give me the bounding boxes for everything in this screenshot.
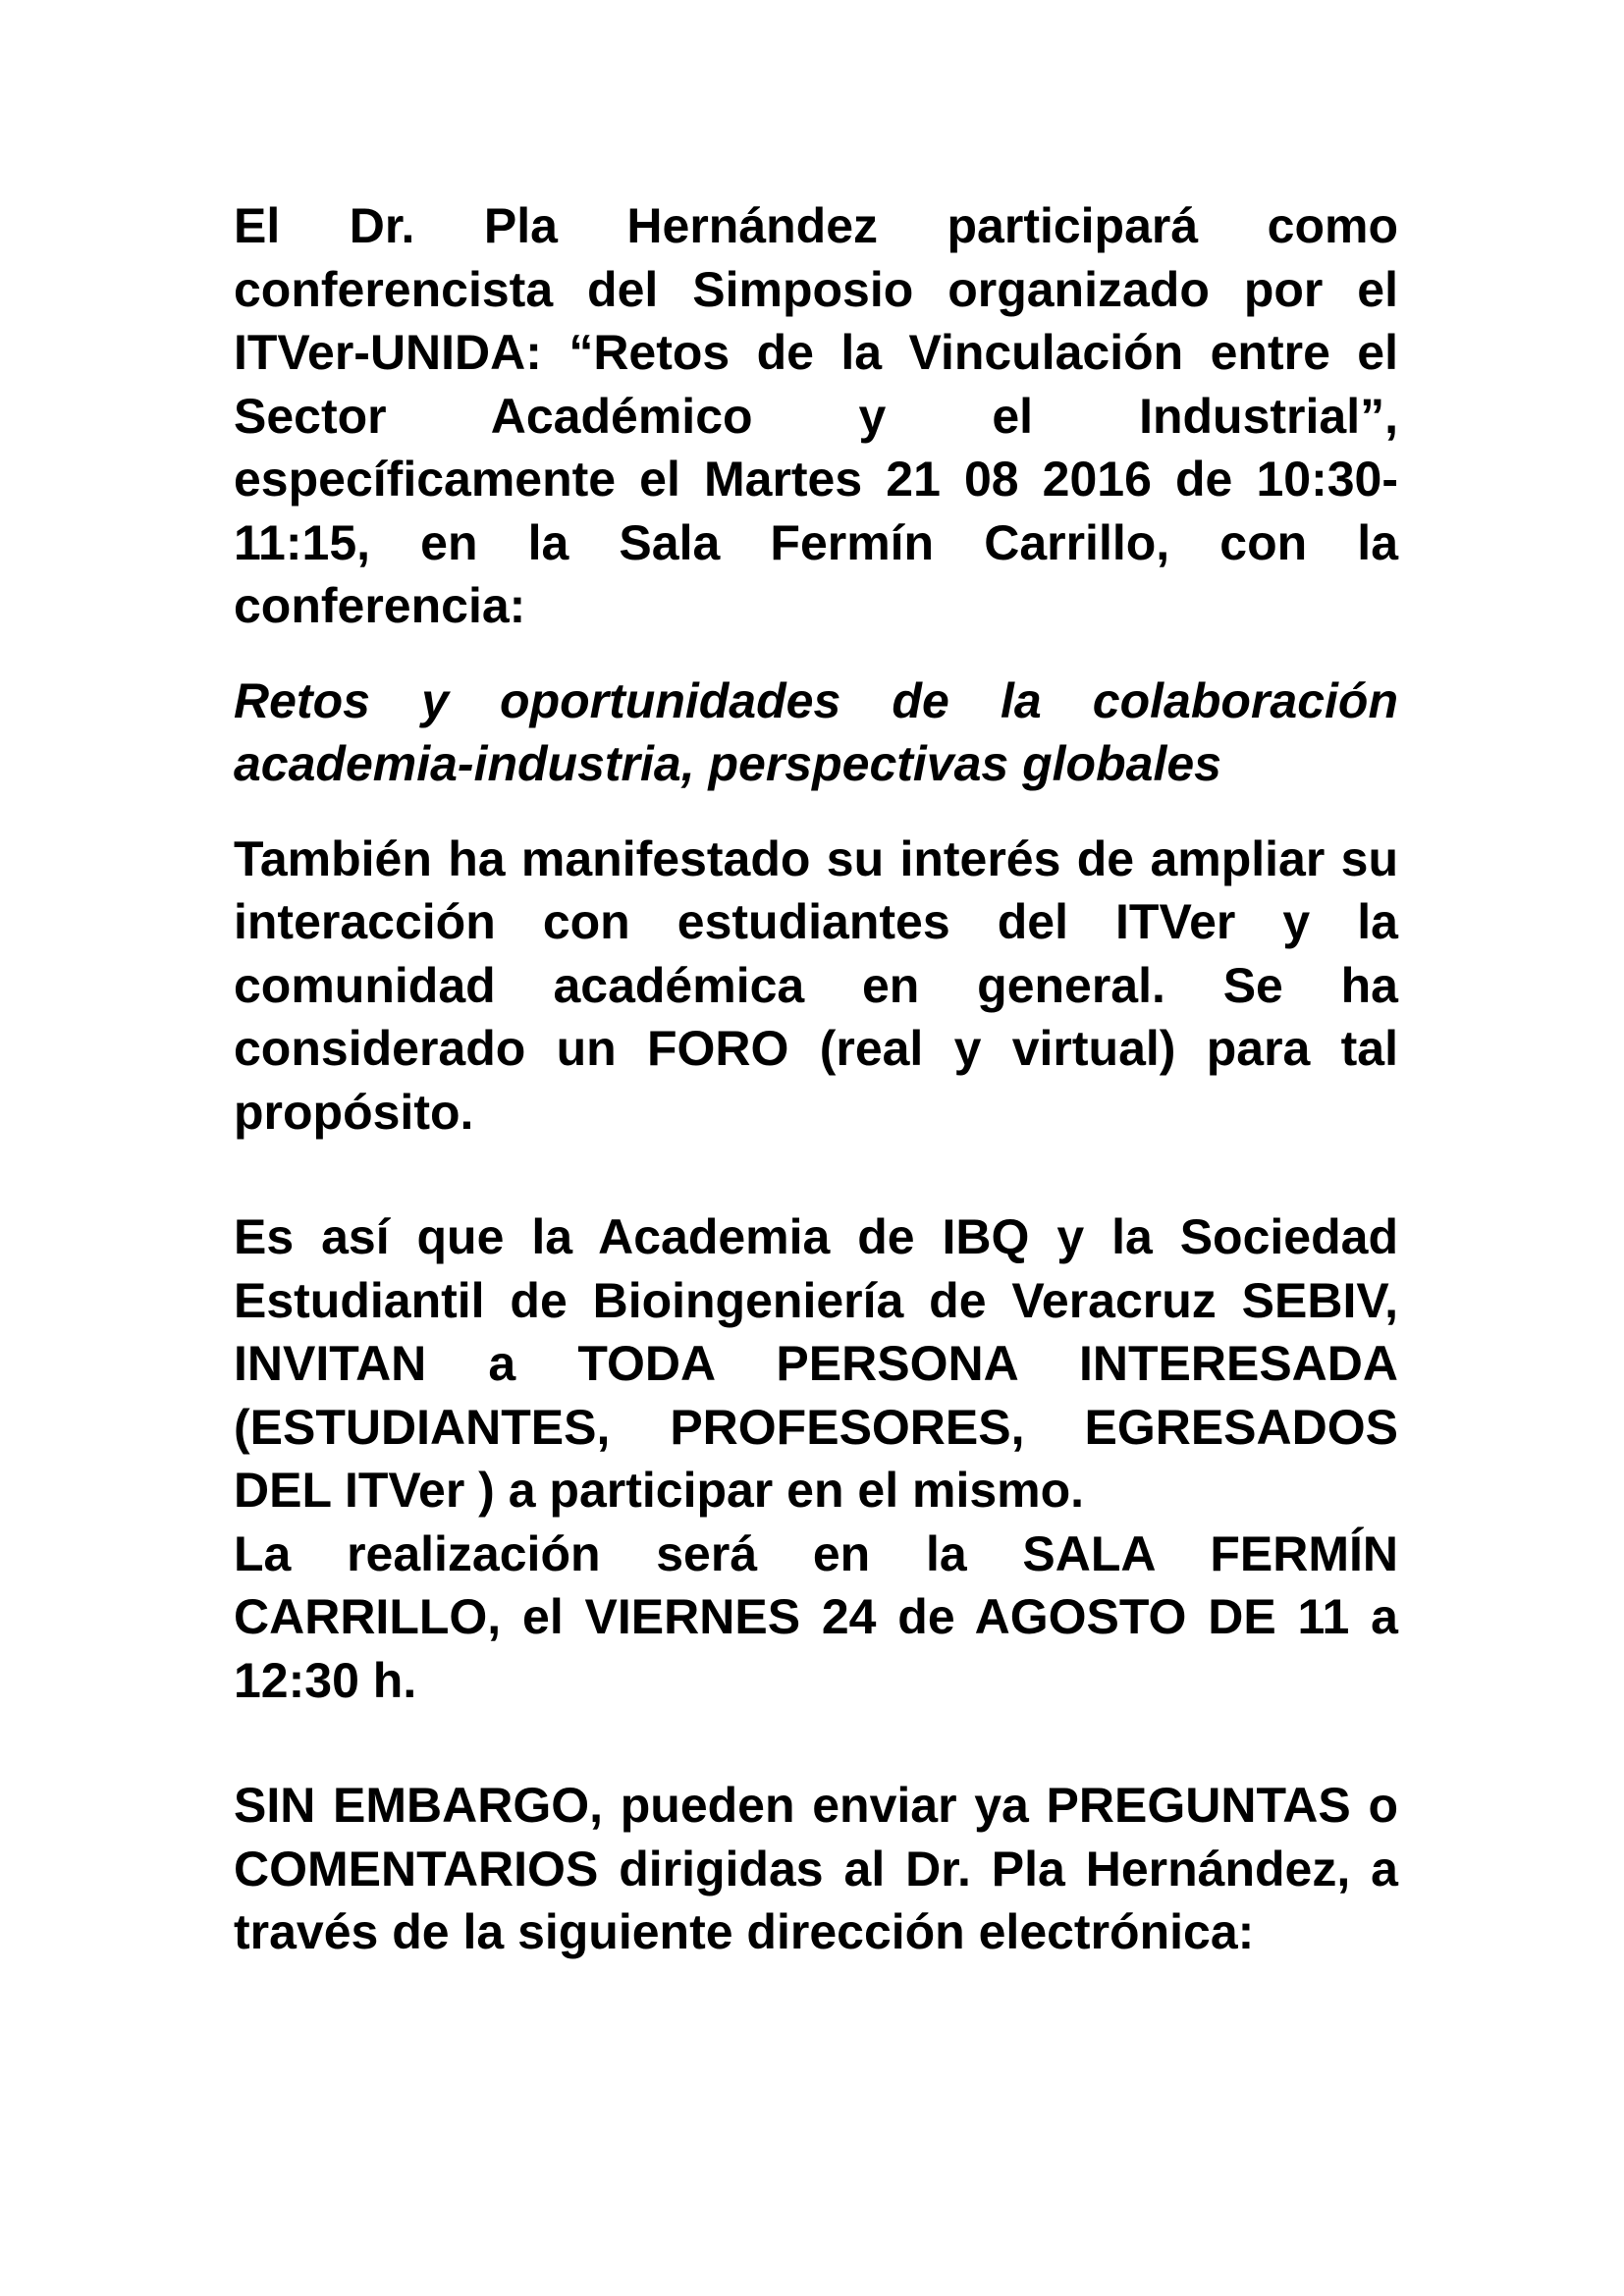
invitation-paragraph: Es así que la Academia de IBQ y la Sociedad Estudiantil de Bioingeniería de Veracruz SEBIV, INVITAN a TODA PERSONA INTERESADA (ESTUDIANTES, PROFESORES, EGRESADOS DEL ITVer ) a participar en el mismo. — [234, 1209, 1398, 1518]
conference-title: Retos y oportunidades de la colaboración academia-industria, perspectivas globales — [234, 672, 1398, 791]
interest-paragraph: También ha manifestado su interés de ampliar su interacción con estudiantes del ITVer y la comunidad académica en general. Se ha considerado un FORO (real y virtual) para tal propósito. — [234, 830, 1398, 1140]
document-page — [234, 194, 1398, 1964]
venue-paragraph: La realización será en la SALA FERMÍN CARRILLO, el VIERNES 24 de AGOSTO DE 11 a 12:30 h. — [234, 1525, 1398, 1708]
intro-paragraph: El Dr. Pla Hernández participará como conferencista del Simposio organizado por el ITVer-UNIDA: “Retos de la Vinculación entre el Sector Académico y el Industrial”, específicamente el Martes 21 08 2016 de 10:30-11:15, en la Sala Fermín Carrillo, con la conferencia: — [234, 198, 1398, 633]
questions-paragraph: SIN EMBARGO, pueden enviar ya PREGUNTAS o COMENTARIOS dirigidas al Dr. Pla Hernández, a través de la siguiente dirección electrónica: — [234, 1778, 1398, 1959]
